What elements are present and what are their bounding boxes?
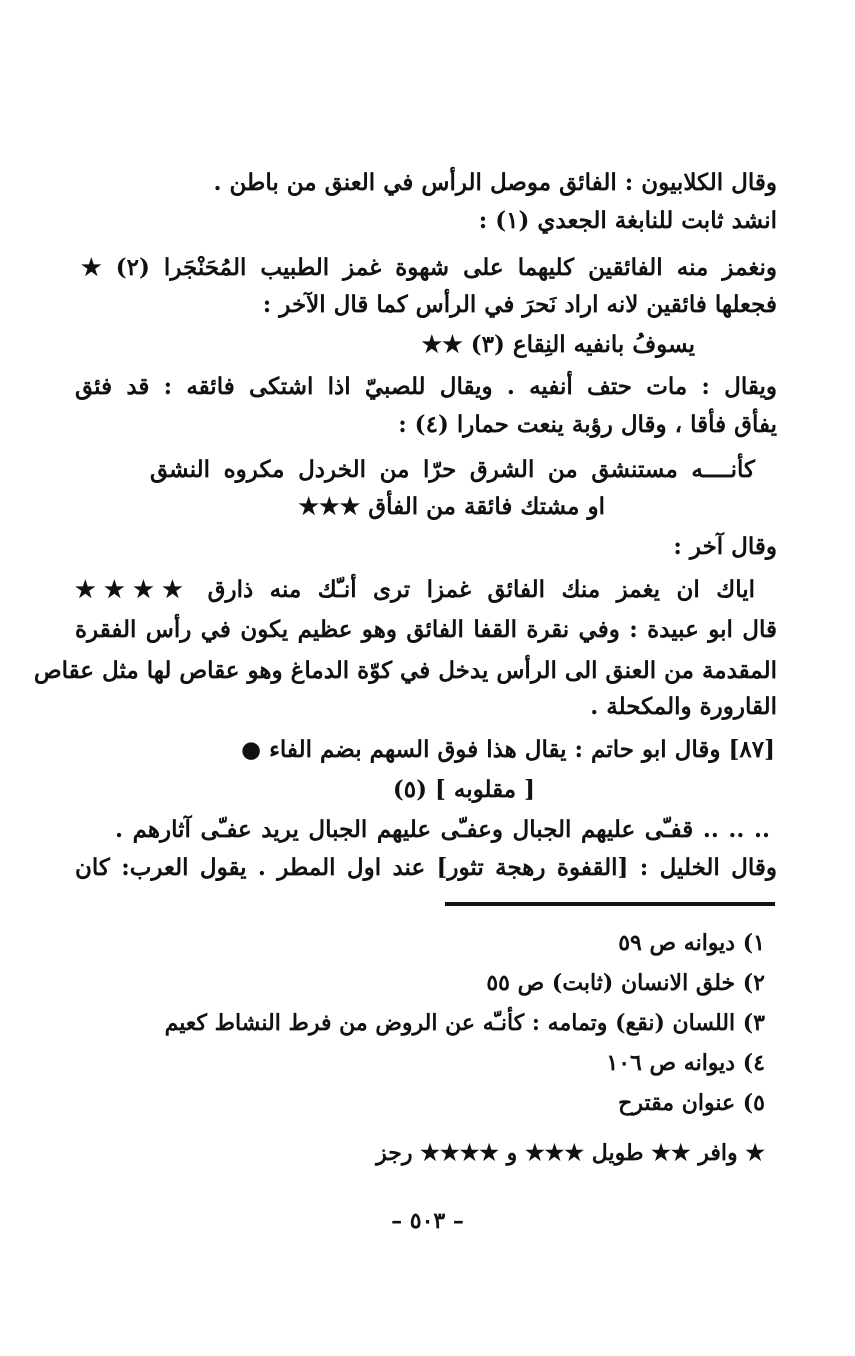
text-line-1: وقال الكلابيون : الفائق موصل الرأس في العنق من باطن . [213,169,777,196]
verse-line-2: او مشتك فائقة من الفأق ★★★ [298,493,605,520]
text-line-10: المقدمة من العنق الى الرأس يدخل في كوّة الدماغ وهو عقاص لها مثل عقاص [33,657,777,684]
verse-line-3: اياك ان يغمز منك الفائق غمزا ترى أنـّك منه ذارق ★★★★ [75,576,755,603]
text-line-12: [٨٧] وقال ابو حاتم : يقال هذا فوق السهم بضم الفاء ● [241,736,775,763]
page-number: – ٥٠٣ – [391,1208,464,1234]
verse-line-1: كأنــــه مستنشق من الشرق حرّا من الخردل مكروه النشق [150,456,755,483]
text-line-8: وقال آخر : [673,533,777,560]
footnote-divider [445,902,775,906]
text-line-5: يسوفُ بانفيه النِقاع (٣) ★★ [421,331,695,358]
text-line-6: ويقال : مات حتف أنفيه . ويقال للصبيّ اذا اشتكى فائقه : قد فئق [75,373,777,400]
text-line-7: يفأق فأقا ، وقال رؤبة ينعت حمارا (٤) : [398,411,777,438]
text-line-3: ونغمز منه الفائقين كليهما على شهوة غمز الطبيب المُحَنْجَرا (٢) ★ [75,254,777,281]
section-heading: [ مقلوبه ] (٥) [392,776,535,803]
footnote-2: ٢) خلق الانسان (ثابت) ص ٥٥ [486,970,765,996]
text-line-14: وقال الخليل : [القفوة رهجة تثور] عند اول المطر . يقول العرب: كان [75,854,777,881]
meter-key: ★ وافر ★★ طويل ★★★ و ★★★★ رجز [376,1140,765,1166]
footnote-3: ٣) اللسان (نقع) وتمامه : كأنـّه عن الروض من فرط النشاط كعيم [164,1010,765,1036]
text-line-4: فجعلها فائقين لانه اراد نَحرَ في الرأس كما قال الآخر : [262,291,777,318]
text-line-11: القارورة والمكحلة . [590,693,777,720]
footnote-5: ٥) عنوان مقترح [618,1090,765,1116]
text-line-2: انشد ثابت للنابغة الجعدي (١) : [478,207,777,234]
footnote-1: ١) ديوانه ص ٥٩ [618,930,765,956]
footnote-4: ٤) ديوانه ص ١٠٦ [606,1050,765,1076]
text-line-13: .. .. .. قفـّى عليهم الجبال وعفـّى عليهم الجبال يريد عفـّى آثارهم . [115,816,770,843]
text-line-9: قال ابو عبيدة : وفي نقرة القفا الفائق وهو عظيم يكون في رأس الفقرة [75,616,777,643]
